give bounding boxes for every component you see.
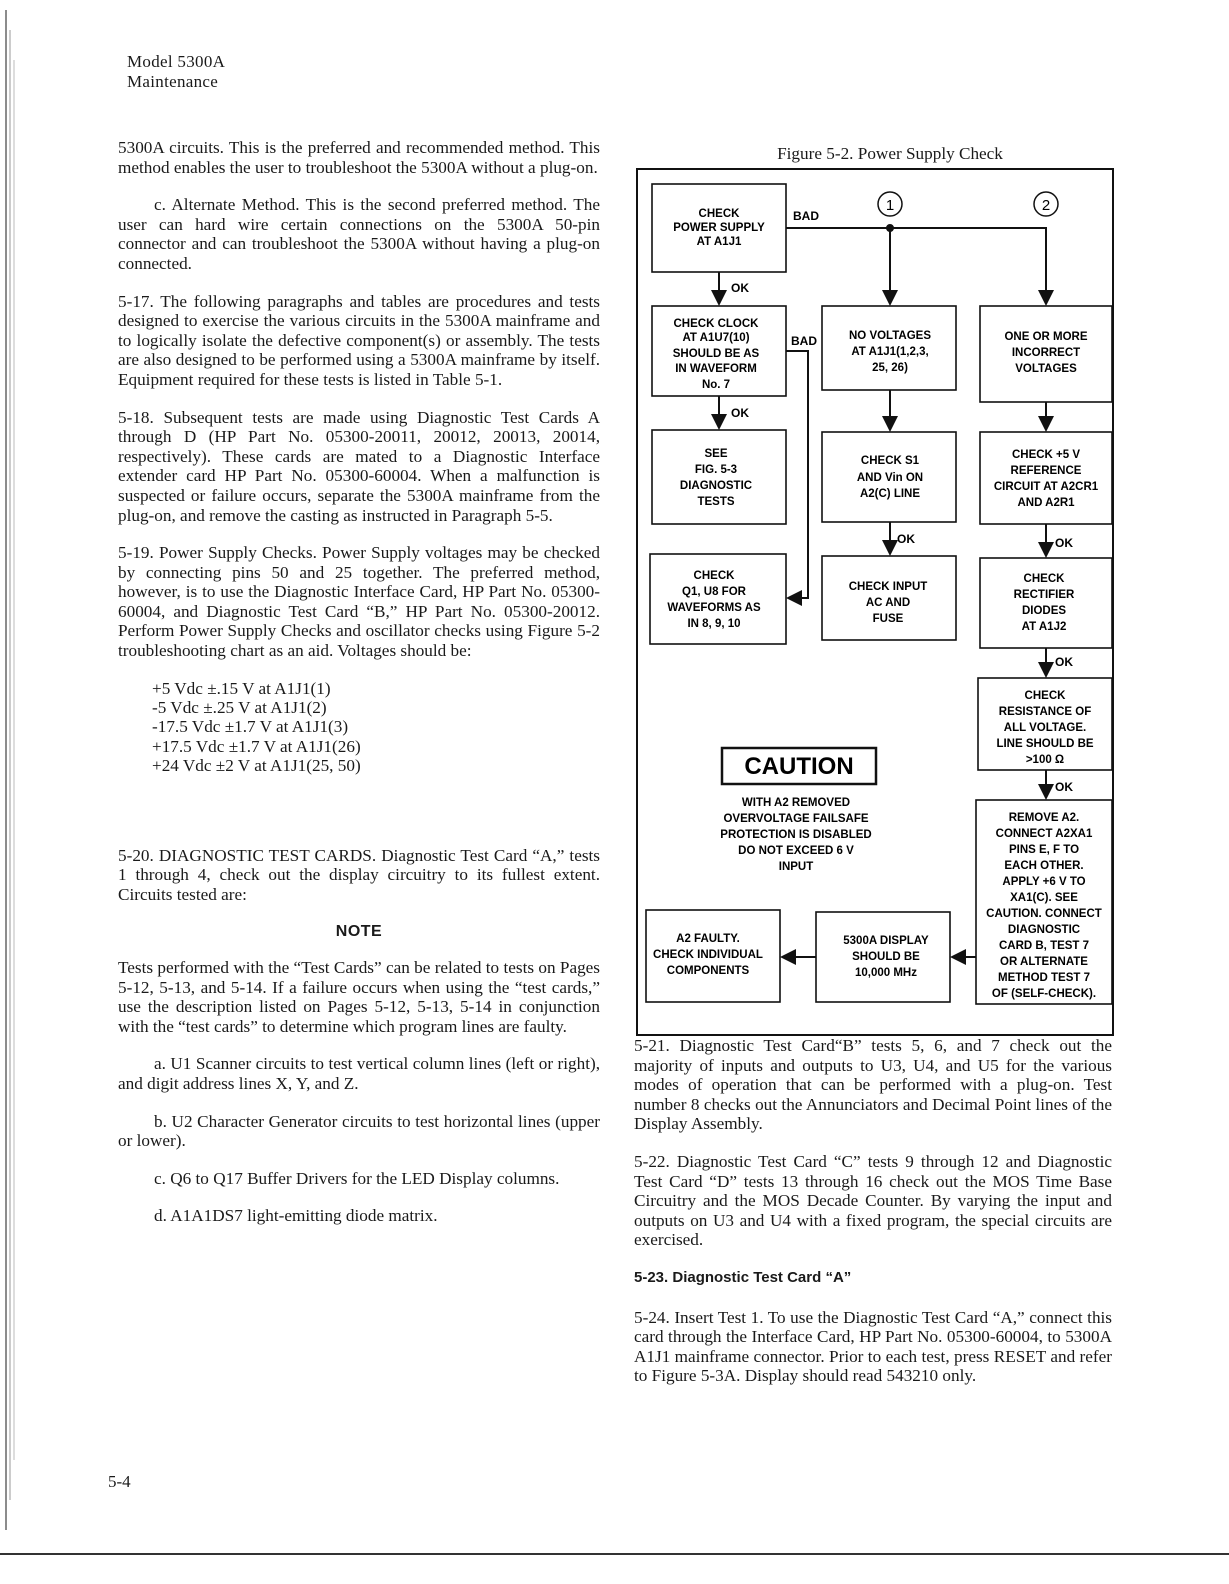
svg-text:NO VOLTAGES: NO VOLTAGES [849,330,931,342]
box-check-resistance [978,678,1112,770]
label-bad-2: BAD [791,334,817,348]
paragraph-5-24: 5-24. Insert Test 1. To use the Diagnostic Test Card “A,” connect this card through the Interface Card, HP Part No. 05300-60004, to 5300A A1J1 mainframe connector. Prior to each test, press RESET and refer to Figure 5-3A. Display should read 543210 only. [634,1307,1112,1386]
box-5300a-display [816,912,950,1002]
item-b: b. U2 Character Generator circuits to test horizontal lines (upper or lower). [118,1111,600,1151]
svg-text:IN 8, 9, 10: IN 8, 9, 10 [687,618,741,630]
svg-text:INPUT: INPUT [778,861,814,873]
header-section: Maintenance [127,72,219,91]
voltage-item: +24 Vdc ±2 V at A1J1(25, 50) [152,756,361,776]
svg-text:OVERVOLTAGE FAILSAFE: OVERVOLTAGE FAILSAFE [723,813,869,825]
svg-text:DIAGNOSTIC: DIAGNOSTIC [679,480,753,492]
svg-text:OR ALTERNATE: OR ALTERNATE [1000,956,1088,968]
svg-text:METHOD TEST 7: METHOD TEST 7 [997,972,1091,984]
svg-text:AND A2R1: AND A2R1 [1017,497,1075,509]
paragraph-5-20: 5-20. DIAGNOSTIC TEST CARDS. Diagnostic Test Card “A,” tests 1 through 4, check out the display circuitry to its fullest extent. Circuits tested are: [118,845,600,904]
box-check-q1-u8 [650,554,786,644]
box-check-clock [652,306,786,396]
svg-text:CHECK S1: CHECK S1 [860,455,920,467]
svg-text:CHECK: CHECK [1024,690,1066,702]
svg-text:LINE SHOULD BE: LINE SHOULD BE [996,738,1094,750]
voltage-item: -5 Vdc ±.25 V at A1J1(2) [152,698,327,718]
circle-2-marker [1034,192,1058,216]
power-supply-flowchart [636,168,1114,1038]
box-check-rectifier-diodes [980,558,1112,648]
svg-text:PINS E, F TO: PINS E, F TO [1008,844,1080,856]
svg-text:CAUTION: CAUTION [744,753,854,780]
label-bad-1: BAD [793,209,819,223]
svg-text:SHOULD BE AS: SHOULD BE AS [672,348,760,360]
svg-text:AT A1J2: AT A1J2 [1021,621,1067,633]
svg-text:10,000 MHz: 10,000 MHz [854,967,918,979]
box-check-power-supply [652,184,786,272]
svg-text:WAVEFORMS AS: WAVEFORMS AS [667,602,761,614]
box-check-5v-reference [980,432,1112,524]
item-a: a. U1 Scanner circuits to test vertical column lines (left or right), and digit address lines X, Y, and Z. [118,1054,600,1094]
svg-text:A2 FAULTY.: A2 FAULTY. [676,933,740,945]
footer-rule [0,1553,1229,1555]
paragraph-5-21: 5-21. Diagnostic Test Card“B” tests 5, 6, and 7 check out the majority of inputs and outputs to U3, U4, and U5 for the various modes of operation that can be performed with a plug-on. Test number 8 checks out the Annunciators and Decimal Point lines of the Display Assembly. [634,1036,1112,1134]
note-body: Tests performed with the “Test Cards” can be related to tests on Pages 5-12, 5-13, and 5-14. If a failure occurs when using the “test cards,” use the description listed on Pages 5-12, 5-13, 5-14 in conjunction with the “test cards” to determine which program lines are faulty. [118,958,600,1036]
svg-text:2: 2 [1041,197,1051,214]
voltage-item: +17.5 Vdc ±1.7 V at A1J1(26) [152,736,361,756]
svg-text:Q1, U8 FOR: Q1, U8 FOR [682,586,746,598]
svg-text:CHECK INPUT: CHECK INPUT [848,581,928,593]
svg-text:DO NOT EXCEED 6 V: DO NOT EXCEED 6 V [738,845,854,857]
svg-text:CHECK CLOCK: CHECK CLOCK [673,318,759,330]
box-check-input-ac-fuse [822,556,956,640]
svg-text:APPLY +6 V TO: APPLY +6 V TO [1002,876,1086,888]
label-ok-6: OK [1055,780,1073,794]
svg-text:FIG. 5-3: FIG. 5-3 [694,464,738,476]
svg-text:IN WAVEFORM: IN WAVEFORM [675,363,757,375]
box-remove-a2 [976,800,1112,1004]
label-ok-2: OK [731,406,749,420]
svg-text:INCORRECT: INCORRECT [1011,347,1081,359]
svg-text:CARD B, TEST 7: CARD B, TEST 7 [998,940,1090,952]
svg-text:REMOVE A2.: REMOVE A2. [1008,812,1080,824]
svg-text:A2(C) LINE: A2(C) LINE [859,488,921,500]
box-a2-faulty [646,910,780,1002]
svg-text:SHOULD BE: SHOULD BE [852,951,920,963]
svg-text:5300A DISPLAY: 5300A DISPLAY [843,935,929,947]
svg-text:PROTECTION IS DISABLED: PROTECTION IS DISABLED [720,829,872,841]
voltage-item: +5 Vdc ±.15 V at A1J1(1) [152,678,331,698]
box-no-voltages [822,306,956,390]
box-check-s1 [822,432,956,522]
paragraph-5-19: 5-19. Power Supply Checks. Power Supply voltages may be checked by connecting pins 50 and 25 together. The preferred method, however, is to use the Diagnostic Interface Card, HP Part No. 05300-60004, and Diagnostic Test Card “B,” HP Part No. 05300-20012. Perform Power Supply Checks and oscillator checks using Figure 5-2 troubleshooting chart as an aid. Voltages should be: [118,543,600,661]
item-c: c. Q6 to Q17 Buffer Drivers for the LED Display columns. [154,1168,560,1188]
svg-text:CIRCUIT AT A2CR1: CIRCUIT AT A2CR1 [993,481,1099,493]
svg-text:AT A1J1(1,2,3,: AT A1J1(1,2,3, [851,346,929,358]
circle-1-marker [878,192,902,216]
paragraph-intro: 5300A circuits. This is the preferred and recommended method. This method enables the user to troubleshoot the 5300A without a plug-on. [118,138,600,177]
svg-text:No. 7: No. 7 [701,379,731,391]
page-header [127,52,225,92]
svg-text:>100 Ω: >100 Ω [1025,754,1065,766]
voltage-list [152,679,600,776]
section-title-5-23: 5-23. Diagnostic Test Card “A” [634,1268,852,1286]
svg-text:OF (SELF-CHECK).: OF (SELF-CHECK). [991,988,1097,1000]
svg-text:ALL VOLTAGE.: ALL VOLTAGE. [1003,722,1087,734]
svg-text:CHECK INDIVIDUAL: CHECK INDIVIDUAL [653,949,763,961]
svg-text:CHECK: CHECK [698,208,740,220]
svg-text:AC AND: AC AND [865,597,911,609]
svg-text:REFERENCE: REFERENCE [1010,465,1082,477]
svg-text:DIODES: DIODES [1021,605,1067,617]
item-d: d. A1A1DS7 light-emitting diode matrix. [154,1206,438,1226]
left-column [118,138,600,1244]
svg-text:EACH OTHER.: EACH OTHER. [1004,860,1084,872]
svg-text:XA1(C). SEE: XA1(C). SEE [1010,892,1078,904]
svg-text:AT A1U7(10): AT A1U7(10) [682,332,750,344]
svg-text:DIAGNOSTIC: DIAGNOSTIC [1007,924,1081,936]
svg-text:ONE OR MORE: ONE OR MORE [1004,331,1088,343]
paragraph-5-18: 5-18. Subsequent tests are made using Diagnostic Test Cards A through D (HP Part No. 05300-20011, 20012, 20013, 20014, respectively). These cards are mated to a Diagnostic Interface extender card HP Part No. 05300-60004. When a malfunction is suspected or failure occurs, separate the 5300A mainframe from the plug-on, and remove the casting as instructed in Paragraph 5-5. [118,407,600,525]
header-model: Model 5300A [127,52,226,71]
label-ok-5: OK [1055,655,1073,669]
paragraph-5-17: 5-17. The following paragraphs and tables are procedures and tests designed to exercise the various circuits in the 5300A mainframe and to logically isolate the defective component(s) or assembly. The tests are also designed to be performed using a 5300A mainframe by itself. Equipment required for these tests is listed in Table 5-1. [118,291,600,389]
svg-text:FUSE: FUSE [872,613,904,625]
figure-title: Figure 5-2. Power Supply Check [777,144,1003,163]
paragraph-alternate-method: c. Alternate Method. This is the second preferred method. The user can hard wire certain connections on the 5300A 50-pin connector and can troubleshoot the 5300A without having a plug-on connected. [118,195,600,273]
svg-text:VOLTAGES: VOLTAGES [1015,363,1077,375]
binding-edge [0,0,22,1584]
svg-text:25, 26): 25, 26) [872,362,908,374]
label-ok-4: OK [1055,536,1073,550]
svg-text:COMPONENTS: COMPONENTS [666,965,750,977]
svg-text:CHECK: CHECK [693,570,735,582]
caution-label [722,748,876,784]
svg-text:CHECK: CHECK [1023,573,1065,585]
voltage-item: -17.5 Vdc ±1.7 V at A1J1(3) [152,717,349,737]
label-ok-1: OK [731,281,749,295]
svg-text:AT A1J1: AT A1J1 [696,236,742,248]
svg-text:WITH A2 REMOVED: WITH A2 REMOVED [741,797,851,809]
svg-text:TESTS: TESTS [697,496,735,508]
svg-text:RECTIFIER: RECTIFIER [1013,589,1075,601]
note-title: NOTE [335,923,383,941]
svg-text:RESISTANCE OF: RESISTANCE OF [998,706,1092,718]
svg-text:CAUTION. CONNECT: CAUTION. CONNECT [986,908,1102,920]
caution-text [720,797,871,873]
svg-text:SEE: SEE [704,448,728,460]
svg-text:AND Vin ON: AND Vin ON [856,472,924,484]
paragraph-5-22: 5-22. Diagnostic Test Card “C” tests 9 through 12 and Diagnostic Test Card “D” tests 13 through 16 check out the MOS Time Base Circuitry and the MOS Decade Counter. By varying the input and outputs on U3 and U4 with a fixed program, the special circuits are exercised. [634,1151,1112,1250]
right-column [634,1036,1112,1404]
svg-text:CHECK +5 V: CHECK +5 V [1011,449,1081,461]
svg-text:CONNECT A2XA1: CONNECT A2XA1 [995,828,1093,840]
svg-text:1: 1 [885,197,895,214]
page-number: 5-4 [108,1472,131,1491]
label-ok-3: OK [897,532,915,546]
box-see-fig-5-3 [652,430,786,524]
box-one-or-more-incorrect [980,306,1112,402]
svg-text:POWER SUPPLY: POWER SUPPLY [673,222,765,234]
